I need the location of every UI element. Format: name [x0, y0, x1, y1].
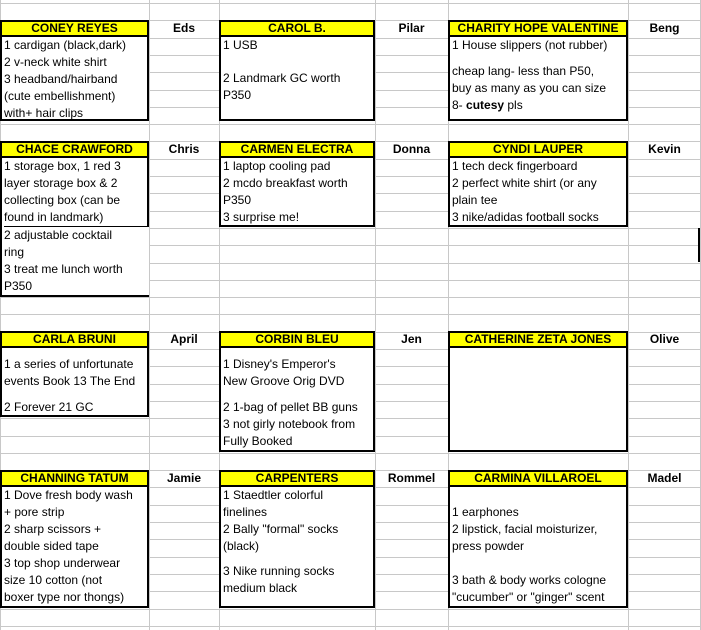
wishlist-item[interactable]: 3 Nike running socks medium black: [223, 564, 335, 595]
wishlist-item[interactable]: 1 tech deck fingerboard: [452, 159, 578, 173]
card-title[interactable]: CHANNING TATUM: [0, 470, 149, 487]
wishlist-item[interactable]: 2 adjustable cocktail ring: [4, 228, 113, 259]
wishlist-item[interactable]: 1 Dove fresh body wash + pore strip: [4, 488, 133, 519]
grid-row-line: [0, 314, 701, 315]
giver-name[interactable]: Olive: [649, 332, 680, 346]
wishlist-item[interactable]: 3 nike/adidas football socks: [452, 210, 599, 224]
gift-card-channing-tatum: [0, 470, 149, 608]
wishlist-item[interactable]: 1 cardigan (black,dark): [4, 38, 127, 52]
card-wishlist: [0, 348, 149, 417]
gift-card-carmen-electra: [219, 141, 375, 227]
wishlist-item[interactable]: 1 USB: [223, 38, 258, 52]
gift-card-corbin-bleu: [219, 331, 375, 452]
giver-name[interactable]: Madel: [647, 471, 682, 485]
card-title[interactable]: CYNDI LAUPER: [448, 141, 628, 158]
card-title[interactable]: CARMINA VILLAROEL: [448, 470, 628, 487]
card-title[interactable]: CONEY REYES: [0, 20, 149, 37]
gift-card-carol-b: [219, 20, 375, 121]
wishlist-item[interactable]: 2 1-bag of pellet BB guns: [223, 400, 358, 414]
gift-card-carpenters: [219, 470, 375, 608]
wishlist-text: cheap lang- less than P50, buy as many as you can size 8-: [452, 64, 607, 112]
wishlist-item[interactable]: 3 top shop underwear size 10 cotton (not boxer type nor thongs): [4, 556, 125, 604]
card-wishlist: [219, 348, 375, 452]
cell-border: [698, 228, 700, 262]
gift-card-catherine-zeta-jones: [448, 331, 628, 452]
wishlist-item[interactable]: 2 mcdo breakfast worth P350: [223, 176, 348, 207]
card-title[interactable]: CHACE CRAWFORD: [0, 141, 149, 158]
giver-name[interactable]: Jamie: [166, 471, 202, 485]
card-title[interactable]: CATHERINE ZETA JONES: [448, 331, 628, 348]
grid-column-line: [149, 0, 150, 630]
card-wishlist: [448, 37, 628, 121]
wishlist-item[interactable]: 2 perfect white shirt (or any plain tee: [452, 176, 597, 207]
wishlist-item[interactable]: 2 Forever 21 GC: [4, 400, 94, 414]
wishlist-item[interactable]: 3 headband/hairband (cute embellishment) with+ hair clips: [4, 72, 118, 120]
wishlist-item[interactable]: 2 v-neck white shirt: [4, 55, 107, 69]
card-wishlist: [219, 37, 375, 121]
card-title[interactable]: CARMEN ELECTRA: [219, 141, 375, 158]
wishlist-item[interactable]: 1 storage box, 1 red 3 layer storage box & 2 collecting box (can be found in landmark): [4, 158, 147, 227]
card-title[interactable]: CARLA BRUNI: [0, 331, 149, 348]
card-title[interactable]: CORBIN BLEU: [219, 331, 375, 348]
grid-row-line: [0, 124, 701, 125]
wishlist-item[interactable]: [452, 63, 624, 114]
grid-row-line: [0, 297, 701, 298]
wishlist-item[interactable]: 2 Bally "formal" socks (black): [223, 522, 339, 553]
giver-name[interactable]: Beng: [649, 21, 680, 35]
wishlist-item[interactable]: 2 lipstick, facial moisturizer, press powder: [452, 522, 598, 553]
giver-name[interactable]: Donna: [392, 142, 431, 156]
wishlist-item[interactable]: 1 earphones: [452, 505, 519, 519]
giver-name[interactable]: Kevin: [648, 142, 681, 156]
wishlist-item[interactable]: 3 bath & body works cologne "cucumber" or "ginger" scent: [452, 573, 607, 604]
card-title[interactable]: CARPENTERS: [219, 470, 375, 487]
grid-row-line: [0, 626, 701, 627]
gift-card-coney-reyes: [0, 20, 149, 121]
gift-card-chace-crawford: [0, 141, 149, 297]
wishlist-item[interactable]: 2 Landmark GC worth P350: [223, 71, 341, 102]
wishlist-text: pls: [504, 98, 523, 112]
cell-border: [147, 158, 149, 227]
gift-card-charity-hope-valentine: [448, 20, 628, 121]
gift-card-carmina-villaroel: [448, 470, 628, 608]
giver-name[interactable]: April: [170, 332, 198, 346]
card-wishlist: [219, 487, 375, 608]
wishlist-item[interactable]: 1 laptop cooling pad: [223, 159, 331, 173]
wishlist-item[interactable]: 3 surprise me!: [223, 210, 300, 224]
wishlist-item[interactable]: 3 treat me lunch worth P350: [4, 262, 123, 293]
card-wishlist: [448, 348, 628, 452]
wishlist-item[interactable]: 2 sharp scissors + double sided tape: [4, 522, 102, 553]
gift-card-cyndi-lauper: [448, 141, 628, 227]
card-wishlist: [0, 487, 149, 608]
wishlist-emphasis: cutesy: [466, 98, 505, 112]
giver-name[interactable]: Pilar: [398, 21, 425, 35]
card-wishlist: [0, 158, 149, 297]
card-title[interactable]: CAROL B.: [219, 20, 375, 37]
card-wishlist: [0, 37, 149, 121]
gift-card-carla-bruni: [0, 331, 149, 417]
giver-name[interactable]: Eds: [172, 21, 195, 35]
grid-row-line: [0, 453, 701, 454]
card-wishlist: [448, 487, 628, 608]
wishlist-item[interactable]: 3 not girly notebook from Fully Booked: [223, 417, 356, 448]
giver-name[interactable]: Jen: [401, 332, 422, 346]
wishlist-item[interactable]: 1 a series of unfortunate events Book 13 The End: [4, 357, 136, 388]
wishlist-item[interactable]: 1 Disney's Emperor's New Groove Orig DVD: [223, 357, 345, 388]
card-wishlist: [448, 158, 628, 227]
grid-row-line: [0, 3, 701, 4]
card-title[interactable]: CHARITY HOPE VALENTINE: [448, 20, 628, 37]
card-wishlist: [219, 158, 375, 227]
giver-name[interactable]: Chris: [168, 142, 200, 156]
grid-column-line: [628, 0, 629, 630]
cell-border: [0, 295, 149, 297]
giver-name[interactable]: Rommel: [387, 471, 436, 485]
wishlist-item[interactable]: 1 House slippers (not rubber): [452, 38, 608, 52]
grid-row-line: [0, 609, 701, 610]
wishlist-item[interactable]: 1 Staedtler colorful finelines: [223, 488, 324, 519]
grid-column-line: [375, 0, 376, 630]
